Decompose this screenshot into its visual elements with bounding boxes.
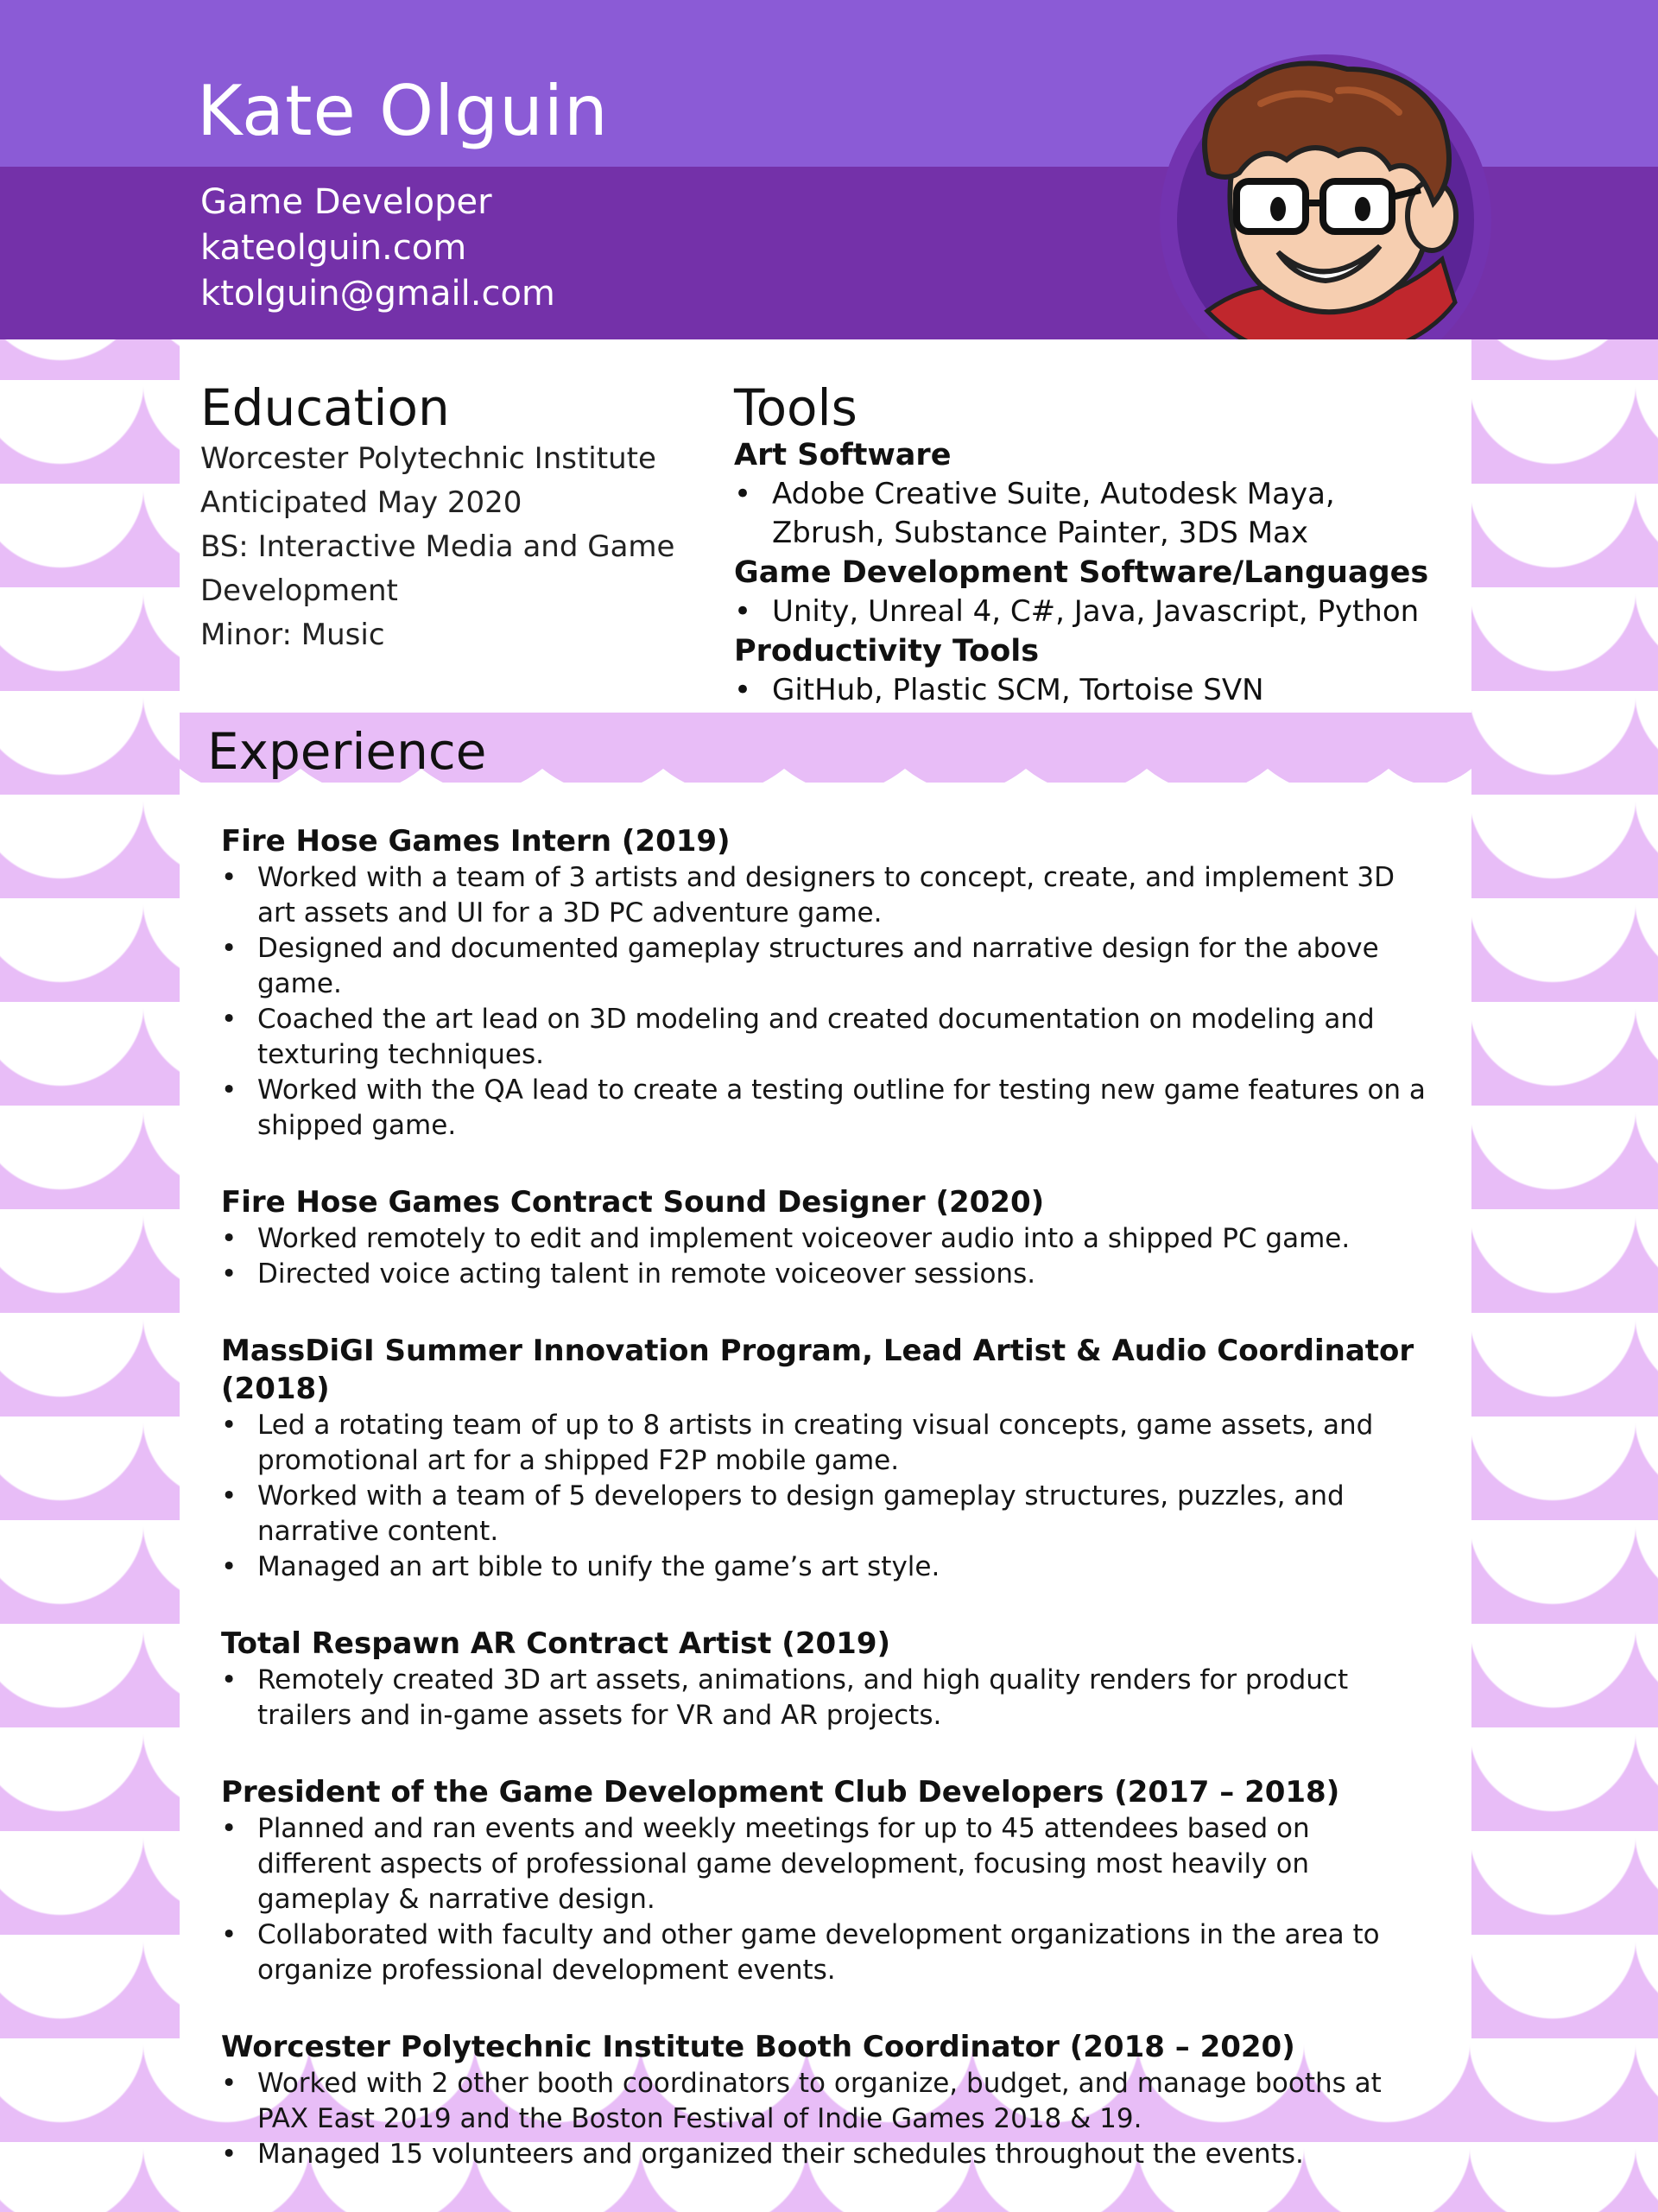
tools-category: Game Development Software/Languages <box>734 555 1429 590</box>
bullet-dot: • <box>221 1664 237 1695</box>
job-entry <box>221 1773 1430 1988</box>
job-bullet <box>221 931 1430 1002</box>
job-bullet <box>221 1663 1430 1733</box>
job-bullet-text: Worked with 2 other booth coordinators to organize, budget, and manage booths at PAX East 2019 and the Boston Festival of Indie Games 2018 & 19. <box>257 2068 1382 2134</box>
job-bullet <box>221 1479 1430 1550</box>
resume-name: Kate Olguin <box>197 71 609 151</box>
bullet-dot: • <box>221 1223 237 1254</box>
tools-list <box>734 435 1442 710</box>
bullet-dot: • <box>221 1919 237 1950</box>
job-bullet <box>221 860 1430 931</box>
bullet-dot: • <box>221 2068 237 2099</box>
experience-list <box>221 822 1430 2212</box>
contact-block <box>200 180 555 317</box>
job-title: Total Respawn AR Contract Artist (2019) <box>221 1626 891 1661</box>
education-minor: Minor: Music <box>200 618 385 652</box>
job-bullet-text: Worked with a team of 5 developers to design gameplay structures, puzzles, and narrative content. <box>257 1480 1345 1547</box>
tools-items-text: Unity, Unreal 4, C#, Java, Javascript, Python <box>772 594 1420 629</box>
job-bullet <box>221 2137 1430 2172</box>
job-bullet-text: Worked with the QA lead to create a testing outline for testing new game features on a shipped game. <box>257 1074 1426 1141</box>
job-bullet-text: Managed an art bible to unify the game’s art style. <box>257 1551 940 1582</box>
bullet-dot: • <box>221 933 237 964</box>
job-title: Fire Hose Games Intern (2019) <box>221 824 731 859</box>
job-bullet-text: Planned and ran events and weekly meetings for up to 45 attendees based on different aspects of professional game development, focusing most heavily on gameplay & narrative design. <box>257 1813 1310 1915</box>
bullet-dot: • <box>221 1480 237 1512</box>
education-school: Worcester Polytechnic Institute <box>200 441 656 476</box>
job-bullet <box>221 1257 1430 1292</box>
bullet-dot: • <box>221 1258 237 1290</box>
website-link[interactable]: kateolguin.com <box>200 228 467 268</box>
bullet-dot: • <box>221 1551 237 1582</box>
job-title: Worcester Polytechnic Institute Booth Coordinator (2018 – 2020) <box>221 2030 1295 2064</box>
experience-heading: Experience <box>207 722 487 781</box>
email-link[interactable]: ktolguin@gmail.com <box>200 274 555 314</box>
job-bullet-text: Managed 15 volunteers and organized their schedules throughout the events. <box>257 2139 1304 2170</box>
job-role: Game Developer <box>200 182 492 222</box>
job-bullet-text: Remotely created 3D art assets, animations, and high quality renders for product trailers and in-game assets for VR and AR projects. <box>257 1664 1349 1731</box>
bullet-dot: • <box>221 1004 237 1035</box>
tools-items-text: Adobe Creative Suite, Autodesk Maya, Zbrush, Substance Painter, 3DS Max <box>772 477 1335 550</box>
job-entry <box>221 1183 1430 1292</box>
tools-category: Productivity Tools <box>734 634 1040 669</box>
job-bullet-text: Led a rotating team of up to 8 artists in creating visual concepts, game assets, and promotional art for a shipped F2P mobile game. <box>257 1410 1374 1476</box>
bullet-dot: • <box>734 477 752 511</box>
job-title: Fire Hose Games Contract Sound Designer (2020) <box>221 1185 1045 1220</box>
job-bullet-text: Worked remotely to edit and implement voiceover audio into a shipped PC game. <box>257 1223 1351 1254</box>
avatar-illustration <box>1157 52 1494 389</box>
tools-category: Art Software <box>734 438 952 472</box>
job-title: MassDiGI Summer Innovation Program, Lead Artist & Audio Coordinator (2018) <box>221 1334 1414 1406</box>
job-entry <box>221 1332 1430 1585</box>
job-bullet <box>221 1917 1430 1988</box>
job-bullet-text: Coached the art lead on 3D modeling and created documentation on modeling and texturing techniques. <box>257 1004 1375 1070</box>
bullet-dot: • <box>221 1813 237 1844</box>
job-bullet <box>221 1221 1430 1257</box>
job-bullet-text: Directed voice acting talent in remote voiceover sessions. <box>257 1258 1036 1290</box>
job-bullet <box>221 1408 1430 1479</box>
bullet-dot: • <box>221 1074 237 1106</box>
bullet-dot: • <box>734 673 752 707</box>
bullet-dot: • <box>734 594 752 629</box>
job-title: President of the Game Development Club Developers (2017 – 2018) <box>221 1775 1340 1810</box>
job-bullet <box>221 1073 1430 1144</box>
job-bullet-text: Collaborated with faculty and other game development organizations in the area to organize professional development events. <box>257 1919 1380 1986</box>
job-entry <box>221 822 1430 1144</box>
tools-items-text: GitHub, Plastic SCM, Tortoise SVN <box>772 673 1264 707</box>
job-bullet <box>221 1811 1430 1917</box>
bullet-dot: • <box>221 2139 237 2170</box>
bullet-dot: • <box>221 1410 237 1441</box>
education-degree-line2: Development <box>200 574 398 608</box>
education-degree-line1: BS: Interactive Media and Game <box>200 529 675 564</box>
job-bullet <box>221 1002 1430 1073</box>
job-bullet <box>221 2066 1430 2137</box>
education-date: Anticipated May 2020 <box>200 485 522 520</box>
tools-items <box>734 475 1442 553</box>
job-bullet <box>221 1550 1430 1585</box>
job-entry <box>221 2028 1430 2172</box>
education-heading: Education <box>200 378 450 437</box>
job-bullet-text: Worked with a team of 3 artists and designers to concept, create, and implement 3D art assets and UI for a 3D PC adventure game. <box>257 862 1395 929</box>
bullet-dot: • <box>221 862 237 893</box>
tools-items <box>734 671 1442 710</box>
education-details <box>200 437 684 657</box>
job-entry <box>221 1625 1430 1733</box>
tools-items <box>734 593 1442 631</box>
tools-heading: Tools <box>734 378 857 437</box>
job-bullet-text: Designed and documented gameplay structures and narrative design for the above game. <box>257 933 1379 999</box>
